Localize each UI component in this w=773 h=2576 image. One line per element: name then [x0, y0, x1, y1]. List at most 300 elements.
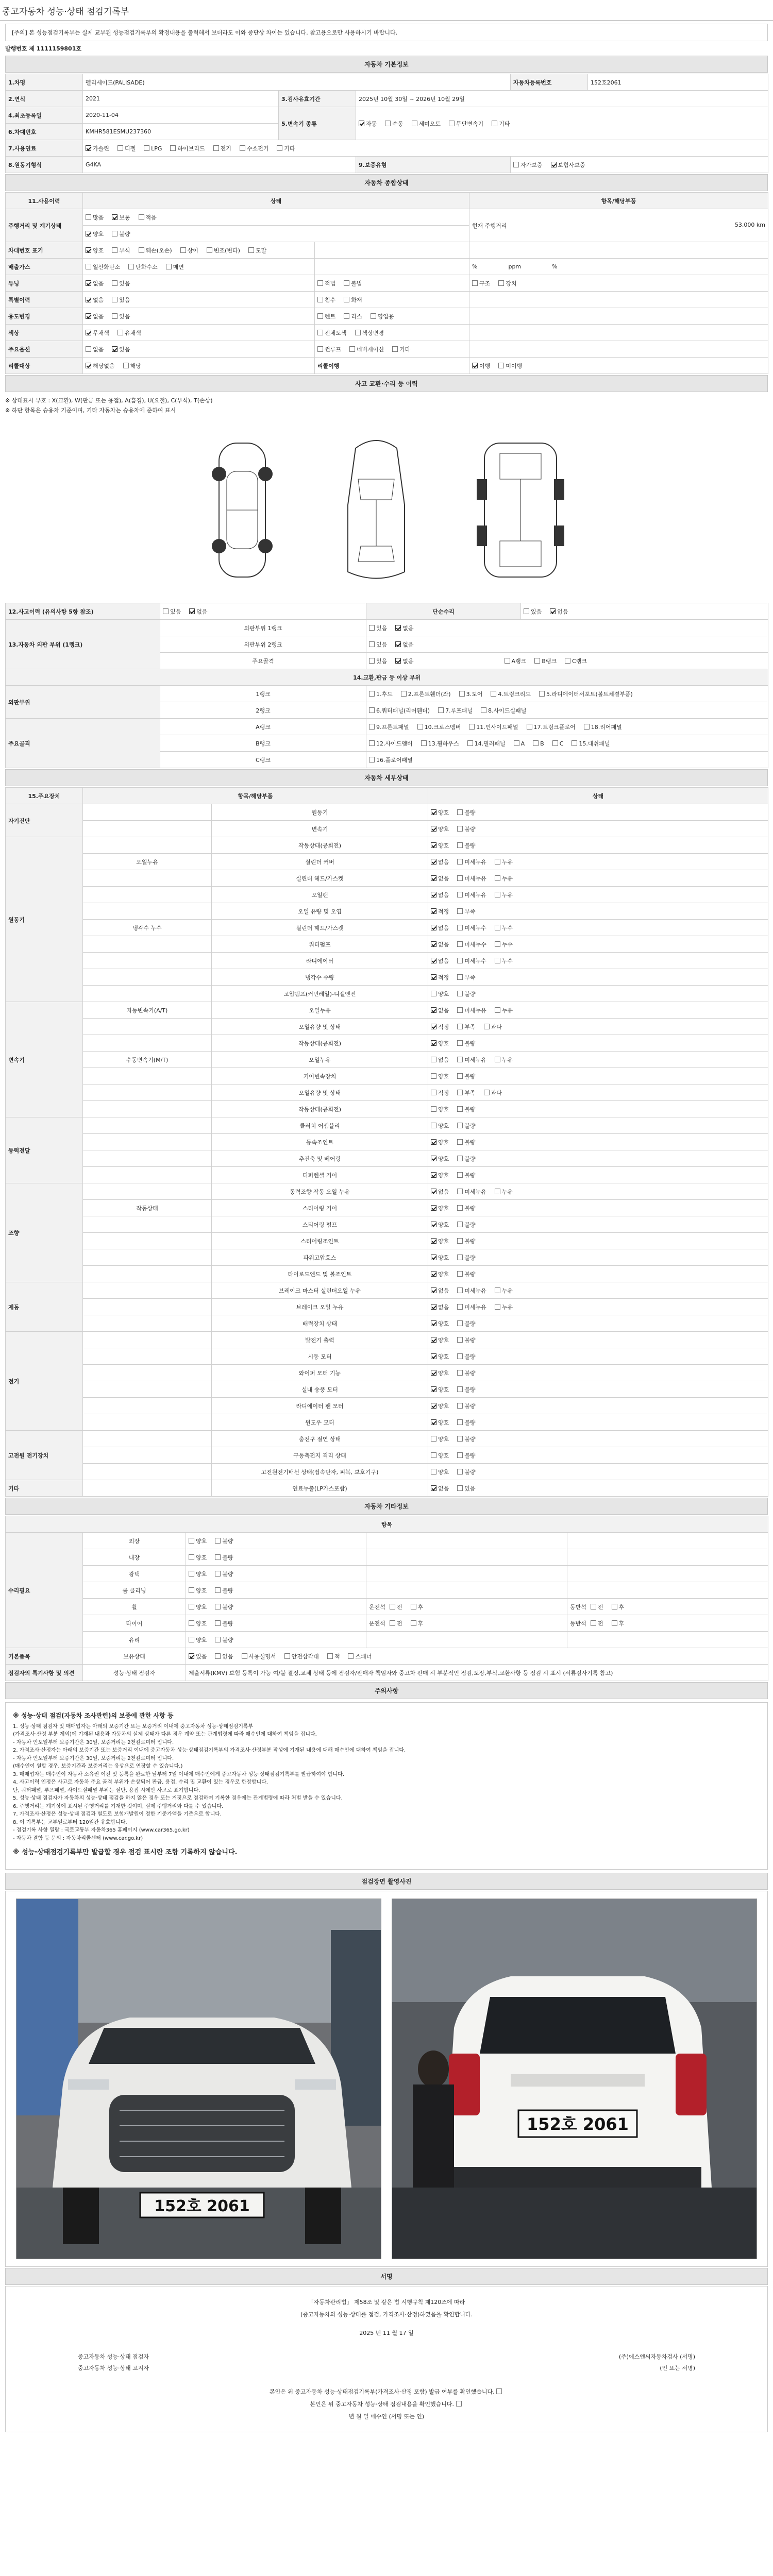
checkbox-icon[interactable]	[457, 991, 463, 996]
status-checkbox[interactable]	[431, 1402, 449, 1410]
checkbox-icon[interactable]	[457, 842, 463, 848]
checkbox-icon[interactable]	[284, 1653, 290, 1659]
checkbox-icon[interactable]	[180, 247, 186, 253]
frame-rank-checkbox[interactable]	[505, 657, 527, 665]
status-checkbox[interactable]	[431, 1253, 449, 1262]
status-checkbox[interactable]	[431, 1319, 449, 1328]
checkbox-icon[interactable]	[457, 1238, 463, 1244]
accident-checkbox[interactable]	[189, 607, 207, 616]
detail-checkbox[interactable]	[371, 312, 394, 320]
checkbox-icon[interactable]	[163, 608, 169, 614]
checkbox-icon[interactable]	[189, 1587, 194, 1593]
outer-rank1-checkbox[interactable]	[395, 624, 413, 632]
mileage-checkbox[interactable]	[86, 213, 104, 222]
checkbox-icon[interactable]	[117, 145, 123, 151]
checkbox-icon[interactable]	[457, 859, 463, 865]
checkbox-icon[interactable]	[189, 1637, 194, 1642]
checkbox-icon[interactable]	[457, 1007, 463, 1013]
status-checkbox[interactable]	[457, 973, 475, 981]
checkbox-icon[interactable]	[431, 1007, 436, 1013]
fuel-checkbox[interactable]	[213, 144, 231, 152]
checkbox-icon[interactable]	[457, 1271, 463, 1277]
status-checkbox[interactable]	[457, 1352, 475, 1361]
checkbox-icon[interactable]	[86, 280, 91, 286]
status-checkbox[interactable]	[431, 1188, 449, 1196]
status-checkbox[interactable]	[457, 1105, 475, 1113]
driver-checkbox[interactable]	[390, 1619, 402, 1628]
checkbox-icon[interactable]	[123, 363, 129, 368]
overall-checkbox[interactable]	[86, 362, 115, 370]
checkbox-icon[interactable]	[481, 707, 486, 713]
checkbox-icon[interactable]	[431, 1139, 436, 1145]
checkbox-icon[interactable]	[495, 958, 500, 963]
status-checkbox[interactable]	[431, 1221, 449, 1229]
status-checkbox[interactable]	[431, 1369, 449, 1377]
passenger-checkbox[interactable]	[612, 1603, 625, 1611]
checkbox-icon[interactable]	[457, 908, 463, 914]
overall-checkbox[interactable]	[112, 279, 130, 287]
overall-checkbox[interactable]	[112, 296, 130, 304]
checkbox-icon[interactable]	[495, 1007, 500, 1013]
detail-checkbox[interactable]	[317, 329, 347, 337]
checkbox-icon[interactable]	[457, 1040, 463, 1046]
checkbox-icon[interactable]	[457, 1123, 463, 1128]
checkbox-icon[interactable]	[392, 346, 398, 352]
checkbox-icon[interactable]	[395, 625, 401, 631]
checkbox-icon[interactable]	[457, 1287, 463, 1293]
status-checkbox[interactable]	[457, 1451, 475, 1460]
checkbox-icon[interactable]	[484, 1090, 490, 1095]
part-checkbox[interactable]	[533, 740, 544, 747]
checkbox-icon[interactable]	[369, 691, 375, 697]
checkbox-icon[interactable]	[498, 363, 504, 368]
checkbox-icon[interactable]	[431, 958, 436, 963]
status-checkbox[interactable]	[431, 907, 449, 916]
checkbox-icon[interactable]	[495, 941, 500, 947]
checkbox-icon[interactable]	[215, 1538, 221, 1544]
status-checkbox[interactable]	[431, 874, 449, 883]
checkbox-icon[interactable]	[412, 121, 417, 126]
detail-checkbox[interactable]	[344, 279, 362, 287]
checkbox-icon[interactable]	[457, 1403, 463, 1409]
checkbox-icon[interactable]	[369, 757, 375, 762]
checkbox-icon[interactable]	[584, 724, 590, 730]
checkbox-icon[interactable]	[457, 1353, 463, 1359]
checkbox-icon[interactable]	[552, 740, 558, 746]
condition-checkbox[interactable]	[189, 1619, 207, 1628]
checkbox-icon[interactable]	[344, 280, 349, 286]
part-checkbox[interactable]	[369, 723, 409, 731]
checkbox-icon[interactable]	[457, 974, 463, 980]
accident-checkbox[interactable]	[163, 607, 181, 616]
status-checkbox[interactable]	[457, 1006, 486, 1014]
checkbox-icon[interactable]	[457, 925, 463, 930]
checkbox-icon[interactable]	[551, 162, 557, 167]
status-checkbox[interactable]	[431, 1138, 449, 1146]
checkbox-icon[interactable]	[112, 214, 117, 220]
status-checkbox[interactable]	[457, 1204, 475, 1212]
checkbox-icon[interactable]	[213, 145, 219, 151]
checkbox-icon[interactable]	[431, 1189, 436, 1194]
overall-checkbox[interactable]	[86, 329, 109, 337]
basic-item-checkbox[interactable]	[284, 1652, 319, 1660]
status-checkbox[interactable]	[457, 1385, 475, 1394]
checkbox-icon[interactable]	[457, 1222, 463, 1227]
part-checkbox[interactable]	[467, 739, 506, 748]
checkbox-icon[interactable]	[459, 691, 465, 697]
checkbox-icon[interactable]	[533, 740, 539, 746]
status-checkbox[interactable]	[495, 957, 513, 965]
status-checkbox[interactable]	[431, 1204, 449, 1212]
mileage-checkbox[interactable]	[139, 213, 157, 222]
part-checkbox[interactable]	[514, 740, 525, 747]
checkbox-icon[interactable]	[139, 247, 144, 253]
simple-repair-checkbox[interactable]	[524, 607, 542, 616]
checkbox-icon[interactable]	[317, 330, 323, 335]
detail-checkbox[interactable]	[317, 279, 335, 287]
overall-checkbox[interactable]	[128, 263, 158, 271]
checkbox-icon[interactable]	[431, 1485, 436, 1491]
checkbox-icon[interactable]	[215, 1620, 221, 1626]
transmission-checkbox[interactable]	[385, 120, 403, 128]
passenger-checkbox[interactable]	[591, 1619, 603, 1628]
frame-rank-checkbox[interactable]	[565, 657, 587, 665]
part-checkbox[interactable]	[491, 690, 531, 698]
outer-rank2-checkbox[interactable]	[395, 640, 413, 649]
status-checkbox[interactable]	[431, 858, 449, 866]
part-checkbox[interactable]	[369, 739, 413, 748]
status-checkbox[interactable]	[495, 874, 513, 883]
status-checkbox[interactable]	[457, 957, 486, 965]
checkbox-icon[interactable]	[457, 1139, 463, 1145]
checkbox-icon[interactable]	[317, 297, 323, 302]
overall-checkbox[interactable]	[139, 246, 172, 255]
status-checkbox[interactable]	[457, 858, 486, 866]
checkbox-icon[interactable]	[431, 809, 436, 815]
checkbox-icon[interactable]	[385, 121, 391, 126]
checkbox-icon[interactable]	[513, 162, 519, 167]
status-checkbox[interactable]	[431, 808, 449, 817]
checkbox-icon[interactable]	[431, 1205, 436, 1211]
status-checkbox[interactable]	[431, 973, 449, 981]
checkbox-icon[interactable]	[390, 1604, 395, 1609]
checkbox-icon[interactable]	[86, 247, 91, 253]
checkbox-icon[interactable]	[457, 1452, 463, 1458]
checkbox-icon[interactable]	[112, 313, 117, 319]
status-checkbox[interactable]	[431, 1435, 449, 1443]
basic-item-checkbox[interactable]	[242, 1652, 276, 1660]
checkbox-icon[interactable]	[189, 1620, 194, 1626]
status-checkbox[interactable]	[431, 990, 449, 998]
overall-checkbox[interactable]	[86, 296, 104, 304]
condition-checkbox[interactable]	[215, 1603, 233, 1611]
status-checkbox[interactable]	[457, 1072, 475, 1080]
status-checkbox[interactable]	[431, 940, 449, 948]
checkbox-icon[interactable]	[189, 1554, 194, 1560]
part-checkbox[interactable]	[459, 690, 483, 698]
status-checkbox[interactable]	[431, 1171, 449, 1179]
checkbox-icon[interactable]	[189, 1653, 194, 1659]
checkbox-icon[interactable]	[189, 608, 195, 614]
checkbox-icon[interactable]	[431, 1271, 436, 1277]
checkbox-icon[interactable]	[431, 826, 436, 832]
checkbox-icon[interactable]	[457, 1024, 463, 1029]
gauge-checkbox[interactable]	[86, 230, 104, 238]
checkbox-icon[interactable]	[457, 875, 463, 881]
fuel-checkbox[interactable]	[117, 144, 136, 152]
status-checkbox[interactable]	[431, 1072, 449, 1080]
driver-checkbox[interactable]	[390, 1603, 402, 1611]
checkbox-icon[interactable]	[189, 1538, 194, 1544]
checkbox-icon[interactable]	[128, 264, 134, 269]
overall-checkbox[interactable]	[112, 345, 130, 353]
overall-checkbox[interactable]	[180, 246, 198, 255]
checkbox-icon[interactable]	[207, 247, 212, 253]
part-checkbox[interactable]	[481, 706, 526, 715]
checkbox-icon[interactable]	[369, 740, 375, 746]
status-checkbox[interactable]	[431, 1484, 449, 1493]
status-checkbox[interactable]	[431, 1105, 449, 1113]
checkbox-icon[interactable]	[166, 264, 172, 269]
condition-checkbox[interactable]	[215, 1586, 233, 1595]
gauge-checkbox[interactable]	[112, 230, 130, 238]
checkbox-icon[interactable]	[215, 1571, 221, 1577]
fuel-checkbox[interactable]	[144, 145, 162, 152]
checkbox-icon[interactable]	[327, 1653, 333, 1659]
checkbox-icon[interactable]	[457, 826, 463, 832]
checkbox-icon[interactable]	[457, 1205, 463, 1211]
status-checkbox[interactable]	[431, 1155, 449, 1163]
checkbox-icon[interactable]	[431, 1386, 436, 1392]
condition-checkbox[interactable]	[215, 1570, 233, 1578]
checkbox-icon[interactable]	[277, 145, 282, 151]
status-checkbox[interactable]	[484, 1089, 502, 1097]
part-checkbox[interactable]	[469, 723, 518, 731]
detail-checkbox[interactable]	[392, 345, 410, 353]
status-checkbox[interactable]	[495, 891, 513, 899]
basic-item-checkbox[interactable]	[348, 1652, 372, 1660]
checkbox-icon[interactable]	[431, 859, 436, 865]
checkbox-icon[interactable]	[431, 974, 436, 980]
checkbox-icon[interactable]	[86, 363, 91, 368]
checkbox-icon[interactable]	[457, 1485, 463, 1491]
status-checkbox[interactable]	[431, 1006, 449, 1014]
checkbox-icon[interactable]	[144, 145, 149, 151]
checkbox-icon[interactable]	[438, 707, 444, 713]
status-checkbox[interactable]	[431, 1418, 449, 1427]
part-checkbox[interactable]	[552, 740, 564, 747]
transmission-checkbox[interactable]	[449, 120, 483, 128]
outer-rank1-checkbox[interactable]	[369, 624, 387, 632]
part-checkbox[interactable]	[438, 706, 473, 715]
status-checkbox[interactable]	[457, 1319, 475, 1328]
checkbox-icon[interactable]	[411, 1620, 416, 1626]
checkbox-icon[interactable]	[457, 958, 463, 963]
checkbox-icon[interactable]	[242, 1653, 247, 1659]
status-checkbox[interactable]	[431, 1451, 449, 1460]
checkbox-icon[interactable]	[215, 1637, 221, 1642]
status-checkbox[interactable]	[457, 891, 486, 899]
checkbox-icon[interactable]	[371, 313, 376, 319]
status-checkbox[interactable]	[457, 1336, 475, 1344]
checkbox-icon[interactable]	[457, 1255, 463, 1260]
fuel-checkbox[interactable]	[170, 144, 205, 152]
checkbox-icon[interactable]	[431, 1436, 436, 1442]
checkbox-icon[interactable]	[86, 297, 91, 302]
overall-checkbox[interactable]	[112, 312, 130, 320]
checkbox-icon[interactable]	[431, 1304, 436, 1310]
recall-checkbox[interactable]	[498, 362, 522, 370]
outer-rank2-checkbox[interactable]	[369, 640, 387, 649]
checkbox-icon[interactable]	[456, 2401, 462, 2406]
fuel-checkbox[interactable]	[86, 144, 109, 152]
checkbox-icon[interactable]	[449, 121, 455, 126]
checkbox-icon[interactable]	[189, 1571, 194, 1577]
checkbox-icon[interactable]	[189, 1604, 194, 1609]
status-checkbox[interactable]	[431, 1468, 449, 1476]
checkbox-icon[interactable]	[344, 313, 349, 319]
checkbox-icon[interactable]	[355, 330, 361, 335]
condition-checkbox[interactable]	[189, 1570, 207, 1578]
status-checkbox[interactable]	[457, 1188, 486, 1196]
status-checkbox[interactable]	[495, 1303, 513, 1311]
status-checkbox[interactable]	[431, 1352, 449, 1361]
condition-checkbox[interactable]	[189, 1537, 207, 1545]
status-checkbox[interactable]	[457, 1155, 475, 1163]
status-checkbox[interactable]	[457, 1056, 486, 1064]
checkbox-icon[interactable]	[514, 740, 519, 746]
part-checkbox[interactable]	[369, 706, 430, 715]
checkbox-icon[interactable]	[431, 1024, 436, 1029]
overall-checkbox[interactable]	[123, 362, 141, 370]
checkbox-icon[interactable]	[496, 2388, 502, 2394]
checkbox-icon[interactable]	[431, 1123, 436, 1128]
checkbox-icon[interactable]	[317, 346, 323, 352]
basic-item-checkbox[interactable]	[189, 1652, 207, 1660]
status-checkbox[interactable]	[457, 1023, 475, 1031]
checkbox-icon[interactable]	[417, 724, 423, 730]
checkbox-icon[interactable]	[240, 145, 245, 151]
status-checkbox[interactable]	[431, 1237, 449, 1245]
checkbox-icon[interactable]	[86, 330, 91, 335]
checkbox-icon[interactable]	[431, 1469, 436, 1475]
status-checkbox[interactable]	[457, 1402, 475, 1410]
checkbox-icon[interactable]	[215, 1554, 221, 1560]
transmission-checkbox[interactable]	[359, 120, 377, 128]
checkbox-icon[interactable]	[431, 1090, 436, 1095]
checkbox-icon[interactable]	[457, 1156, 463, 1161]
checkbox-icon[interactable]	[431, 991, 436, 996]
part-checkbox[interactable]	[584, 723, 622, 731]
checkbox-icon[interactable]	[431, 1222, 436, 1227]
checkbox-icon[interactable]	[359, 121, 364, 126]
checkbox-icon[interactable]	[505, 658, 510, 664]
overall-checkbox[interactable]	[248, 246, 266, 255]
checkbox-icon[interactable]	[491, 691, 496, 697]
status-checkbox[interactable]	[431, 841, 449, 850]
overall-checkbox[interactable]	[86, 312, 104, 320]
checkbox-icon[interactable]	[401, 691, 407, 697]
checkbox-icon[interactable]	[112, 247, 117, 253]
checkbox-icon[interactable]	[550, 608, 556, 614]
status-checkbox[interactable]	[431, 1122, 449, 1130]
checkbox-icon[interactable]	[572, 740, 577, 746]
checkbox-icon[interactable]	[390, 1620, 395, 1626]
fuel-checkbox[interactable]	[240, 144, 269, 152]
condition-checkbox[interactable]	[189, 1636, 207, 1644]
status-checkbox[interactable]	[457, 990, 475, 998]
checkbox-icon[interactable]	[457, 892, 463, 897]
checkbox-icon[interactable]	[431, 1452, 436, 1458]
simple-repair-checkbox[interactable]	[550, 607, 568, 616]
status-checkbox[interactable]	[495, 940, 513, 948]
status-checkbox[interactable]	[431, 1336, 449, 1344]
status-checkbox[interactable]	[431, 1286, 449, 1295]
checkbox-icon[interactable]	[457, 1469, 463, 1475]
status-checkbox[interactable]	[457, 1418, 475, 1427]
overall-checkbox[interactable]	[86, 345, 104, 353]
checkbox-icon[interactable]	[215, 1653, 221, 1659]
checkbox-icon[interactable]	[539, 691, 545, 697]
checkbox-icon[interactable]	[457, 1304, 463, 1310]
checkbox-icon[interactable]	[431, 908, 436, 914]
status-checkbox[interactable]	[457, 1221, 475, 1229]
checkbox-icon[interactable]	[498, 280, 504, 286]
checkbox-icon[interactable]	[472, 280, 478, 286]
basic-item-checkbox[interactable]	[327, 1652, 340, 1660]
checkbox-icon[interactable]	[170, 145, 176, 151]
status-checkbox[interactable]	[457, 940, 486, 948]
checkbox-icon[interactable]	[457, 1057, 463, 1062]
checkbox-icon[interactable]	[431, 1106, 436, 1112]
status-checkbox[interactable]	[431, 1023, 449, 1031]
checkbox-icon[interactable]	[431, 842, 436, 848]
status-checkbox[interactable]	[484, 1023, 502, 1031]
checkbox-icon[interactable]	[431, 1156, 436, 1161]
status-checkbox[interactable]	[457, 1138, 475, 1146]
checkbox-icon[interactable]	[369, 641, 375, 647]
condition-checkbox[interactable]	[189, 1553, 207, 1562]
status-checkbox[interactable]	[457, 1468, 475, 1476]
checkbox-icon[interactable]	[431, 1255, 436, 1260]
status-checkbox[interactable]	[495, 1006, 513, 1014]
mileage-checkbox[interactable]	[112, 213, 130, 222]
checkbox-icon[interactable]	[431, 1320, 436, 1326]
checkbox-icon[interactable]	[484, 1024, 490, 1029]
detail-checkbox[interactable]	[317, 312, 335, 320]
overall-checkbox[interactable]	[86, 246, 104, 255]
checkbox-icon[interactable]	[457, 1370, 463, 1376]
checkbox-icon[interactable]	[431, 1287, 436, 1293]
checkbox-icon[interactable]	[457, 1073, 463, 1079]
checkbox-icon[interactable]	[369, 625, 375, 631]
checkbox-icon[interactable]	[495, 1057, 500, 1062]
checkbox-icon[interactable]	[431, 1403, 436, 1409]
checkbox-icon[interactable]	[591, 1604, 596, 1609]
checkbox-icon[interactable]	[431, 1353, 436, 1359]
warranty-checkbox[interactable]	[551, 161, 585, 169]
status-checkbox[interactable]	[431, 1270, 449, 1278]
detail-checkbox[interactable]	[317, 296, 335, 304]
transmission-checkbox[interactable]	[492, 120, 510, 128]
checkbox-icon[interactable]	[472, 363, 478, 368]
status-checkbox[interactable]	[431, 1056, 449, 1064]
part-checkbox[interactable]	[421, 739, 459, 748]
checkbox-icon[interactable]	[527, 724, 532, 730]
part-checkbox[interactable]	[417, 723, 461, 731]
checkbox-icon[interactable]	[431, 892, 436, 897]
driver-checkbox[interactable]	[411, 1619, 424, 1628]
